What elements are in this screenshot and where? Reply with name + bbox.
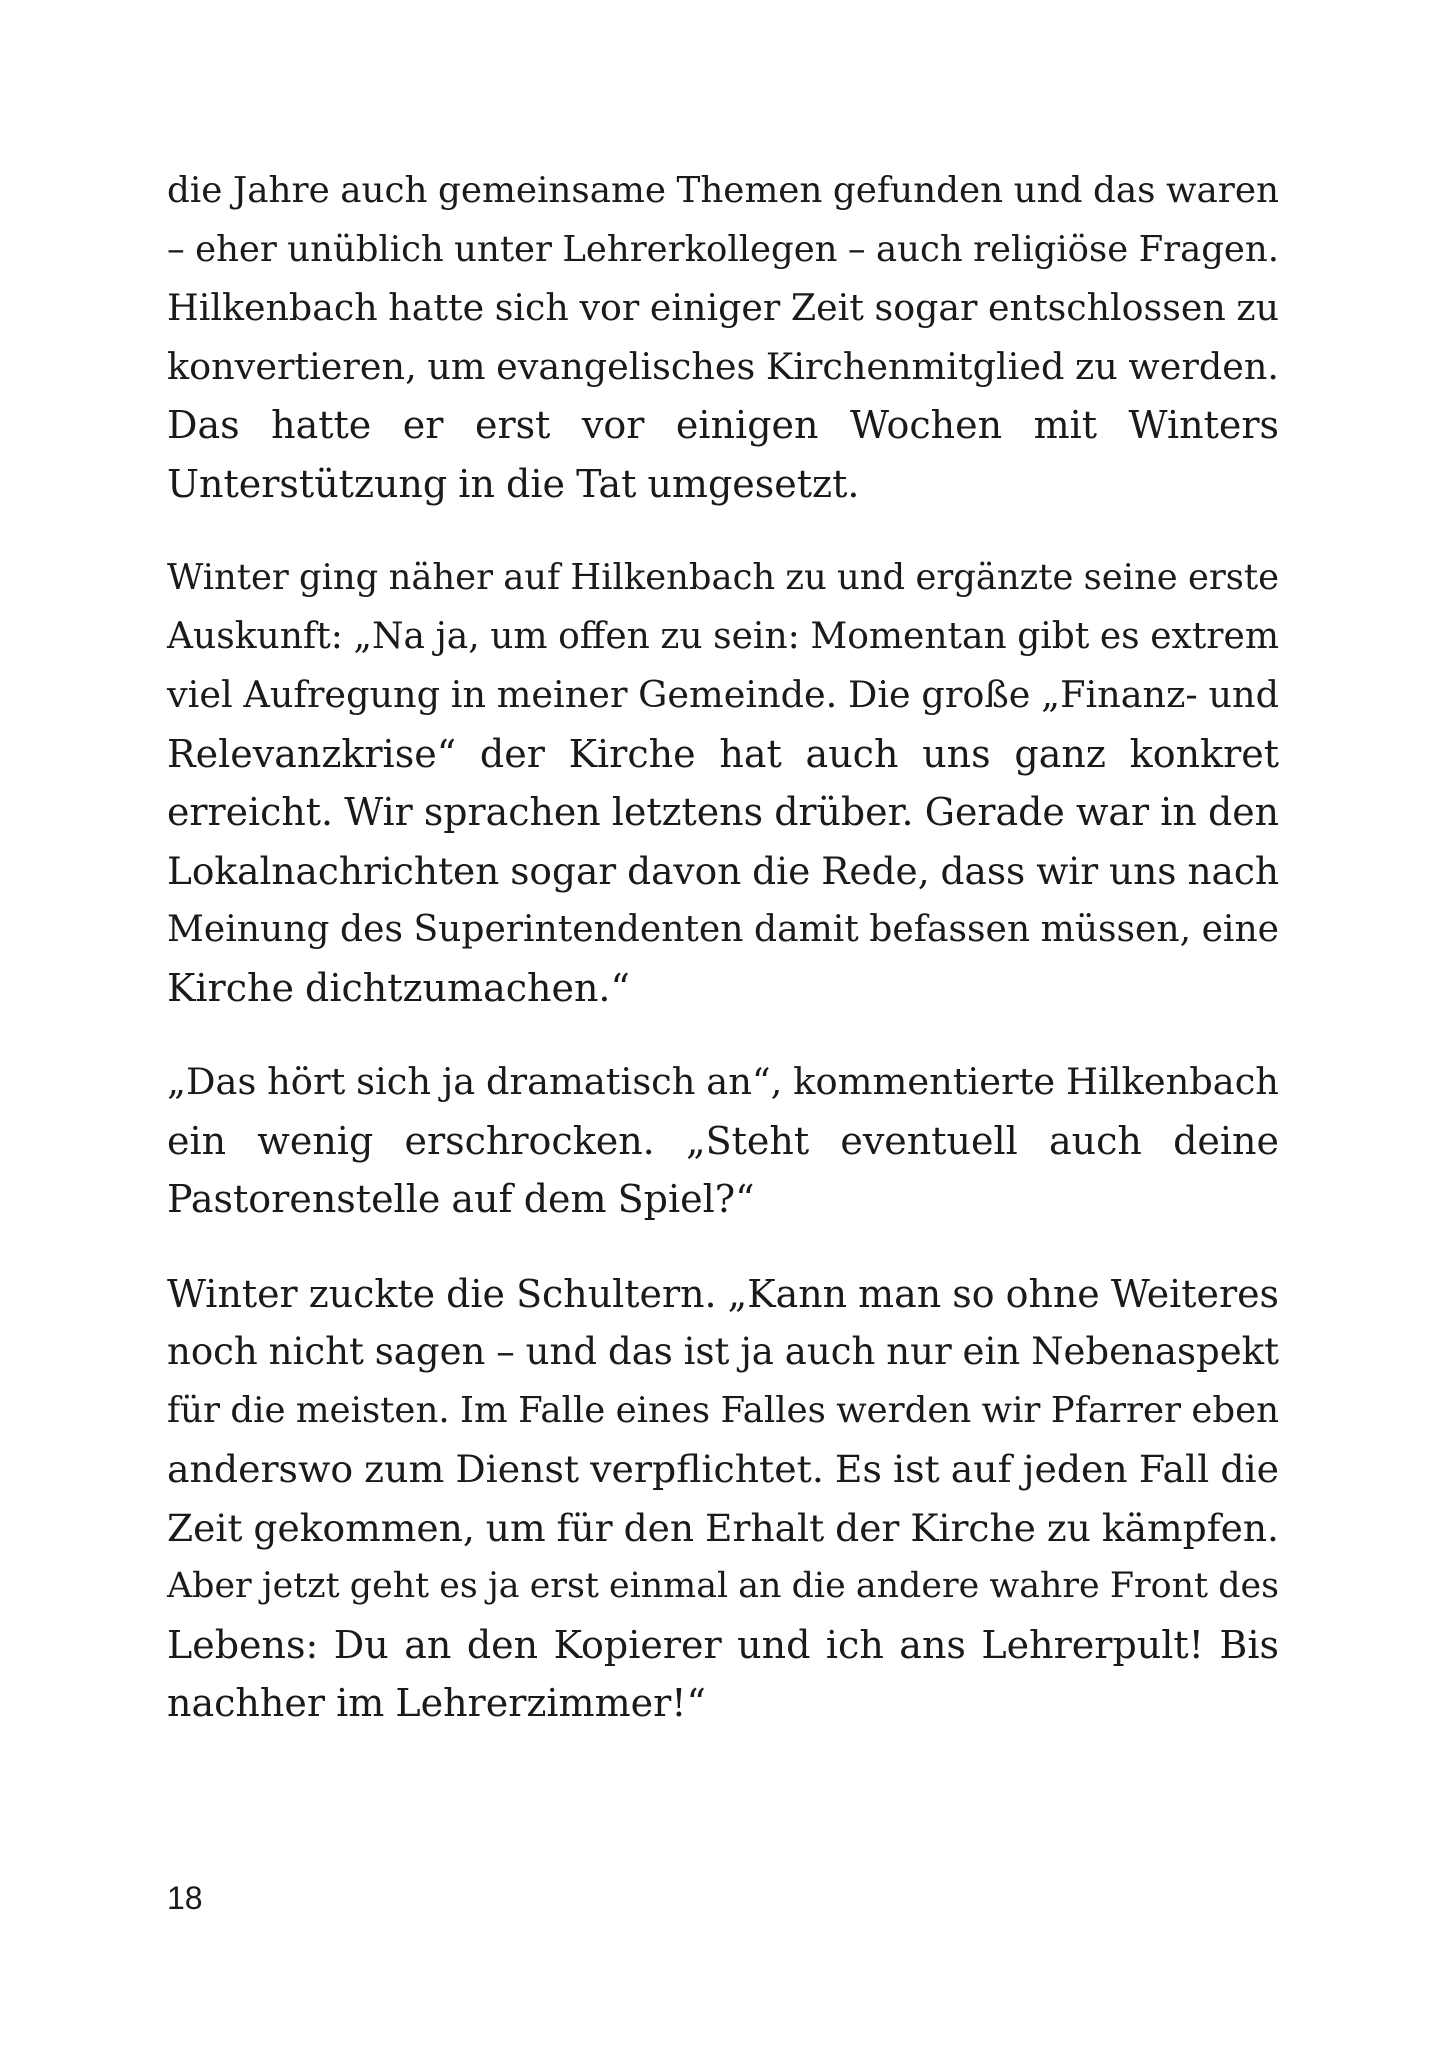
paragraph-2 <box>167 549 1279 1017</box>
text-line: noch nicht sagen – und das ist ja auch nur ein Nebenaspekt <box>167 1330 1279 1373</box>
text-line: ein wenig erschrocken. „Steht eventuell auch deine <box>167 1118 1279 1163</box>
text-line: Winter zuckte die Schultern. „Kann man so ohne Weiteres <box>167 1271 1279 1316</box>
text-line: Aber jetzt geht es ja erst einmal an die andere wahre Front des <box>167 1566 1279 1606</box>
text-line: Hilkenbach hatte sich vor einiger Zeit sogar entschlossen zu <box>167 286 1279 329</box>
text-line: viel Aufregung in meiner Gemeinde. Die große „Finanz- und <box>167 673 1279 716</box>
text-line: Lebens: Du an den Kopierer und ich ans Lehrerpult! Bis <box>167 1622 1279 1667</box>
text-line: anderswo zum Dienst verpflichtet. Es ist auf jeden Fall die <box>167 1447 1279 1491</box>
page-number: 18 <box>167 1880 203 1916</box>
text-line: Relevanzkrise“ der Kirche hat auch uns ganz konkret <box>167 731 1279 776</box>
text-line: – eher unüblich unter Lehrerkollegen – auch religiöse Fragen. <box>167 228 1279 270</box>
text-line: die Jahre auch gemeinsame Themen gefunden und das waren <box>167 170 1279 211</box>
text-line: Unterstützung in die Tat umgesetzt. <box>167 461 860 506</box>
text-line: Das hatte er erst vor einigen Wochen mit Winters <box>167 403 1279 447</box>
paragraph-3 <box>167 1053 1279 1229</box>
text-line: Kirche dichtzumachen.“ <box>167 965 630 1010</box>
text-line: konvertieren, um evangelisches Kirchenmitglied zu werden. <box>167 344 1279 388</box>
text-line: Lokalnachrichten sogar davon die Rede, dass wir uns nach <box>167 848 1279 893</box>
text-line: erreicht. Wir sprachen letztens drüber. Gerade war in den <box>167 790 1279 834</box>
text-line: nachher im Lehrerzimmer!“ <box>167 1681 706 1725</box>
text-line: Zeit gekommen, um für den Erhalt der Kirche zu kämpfen. <box>167 1505 1279 1550</box>
paragraph-1 <box>167 162 1279 513</box>
text-line: für die meisten. Im Falle eines Falles werden wir Pfarrer eben <box>167 1389 1279 1431</box>
text-line: Meinung des Superintendenten damit befassen müssen, eine <box>167 908 1279 950</box>
text-line: Pastorenstelle auf dem Spiel?“ <box>167 1177 755 1221</box>
text-line: Winter ging näher auf Hilkenbach zu und ergänzte seine erste <box>167 557 1279 598</box>
body-text <box>167 162 1279 1769</box>
text-line: „Das hört sich ja dramatisch an“, kommentierte Hilkenbach <box>167 1060 1279 1103</box>
paragraph-4 <box>167 1265 1279 1733</box>
text-line: Auskunft: „Na ja, um offen zu sein: Momentan gibt es extrem <box>167 615 1279 657</box>
